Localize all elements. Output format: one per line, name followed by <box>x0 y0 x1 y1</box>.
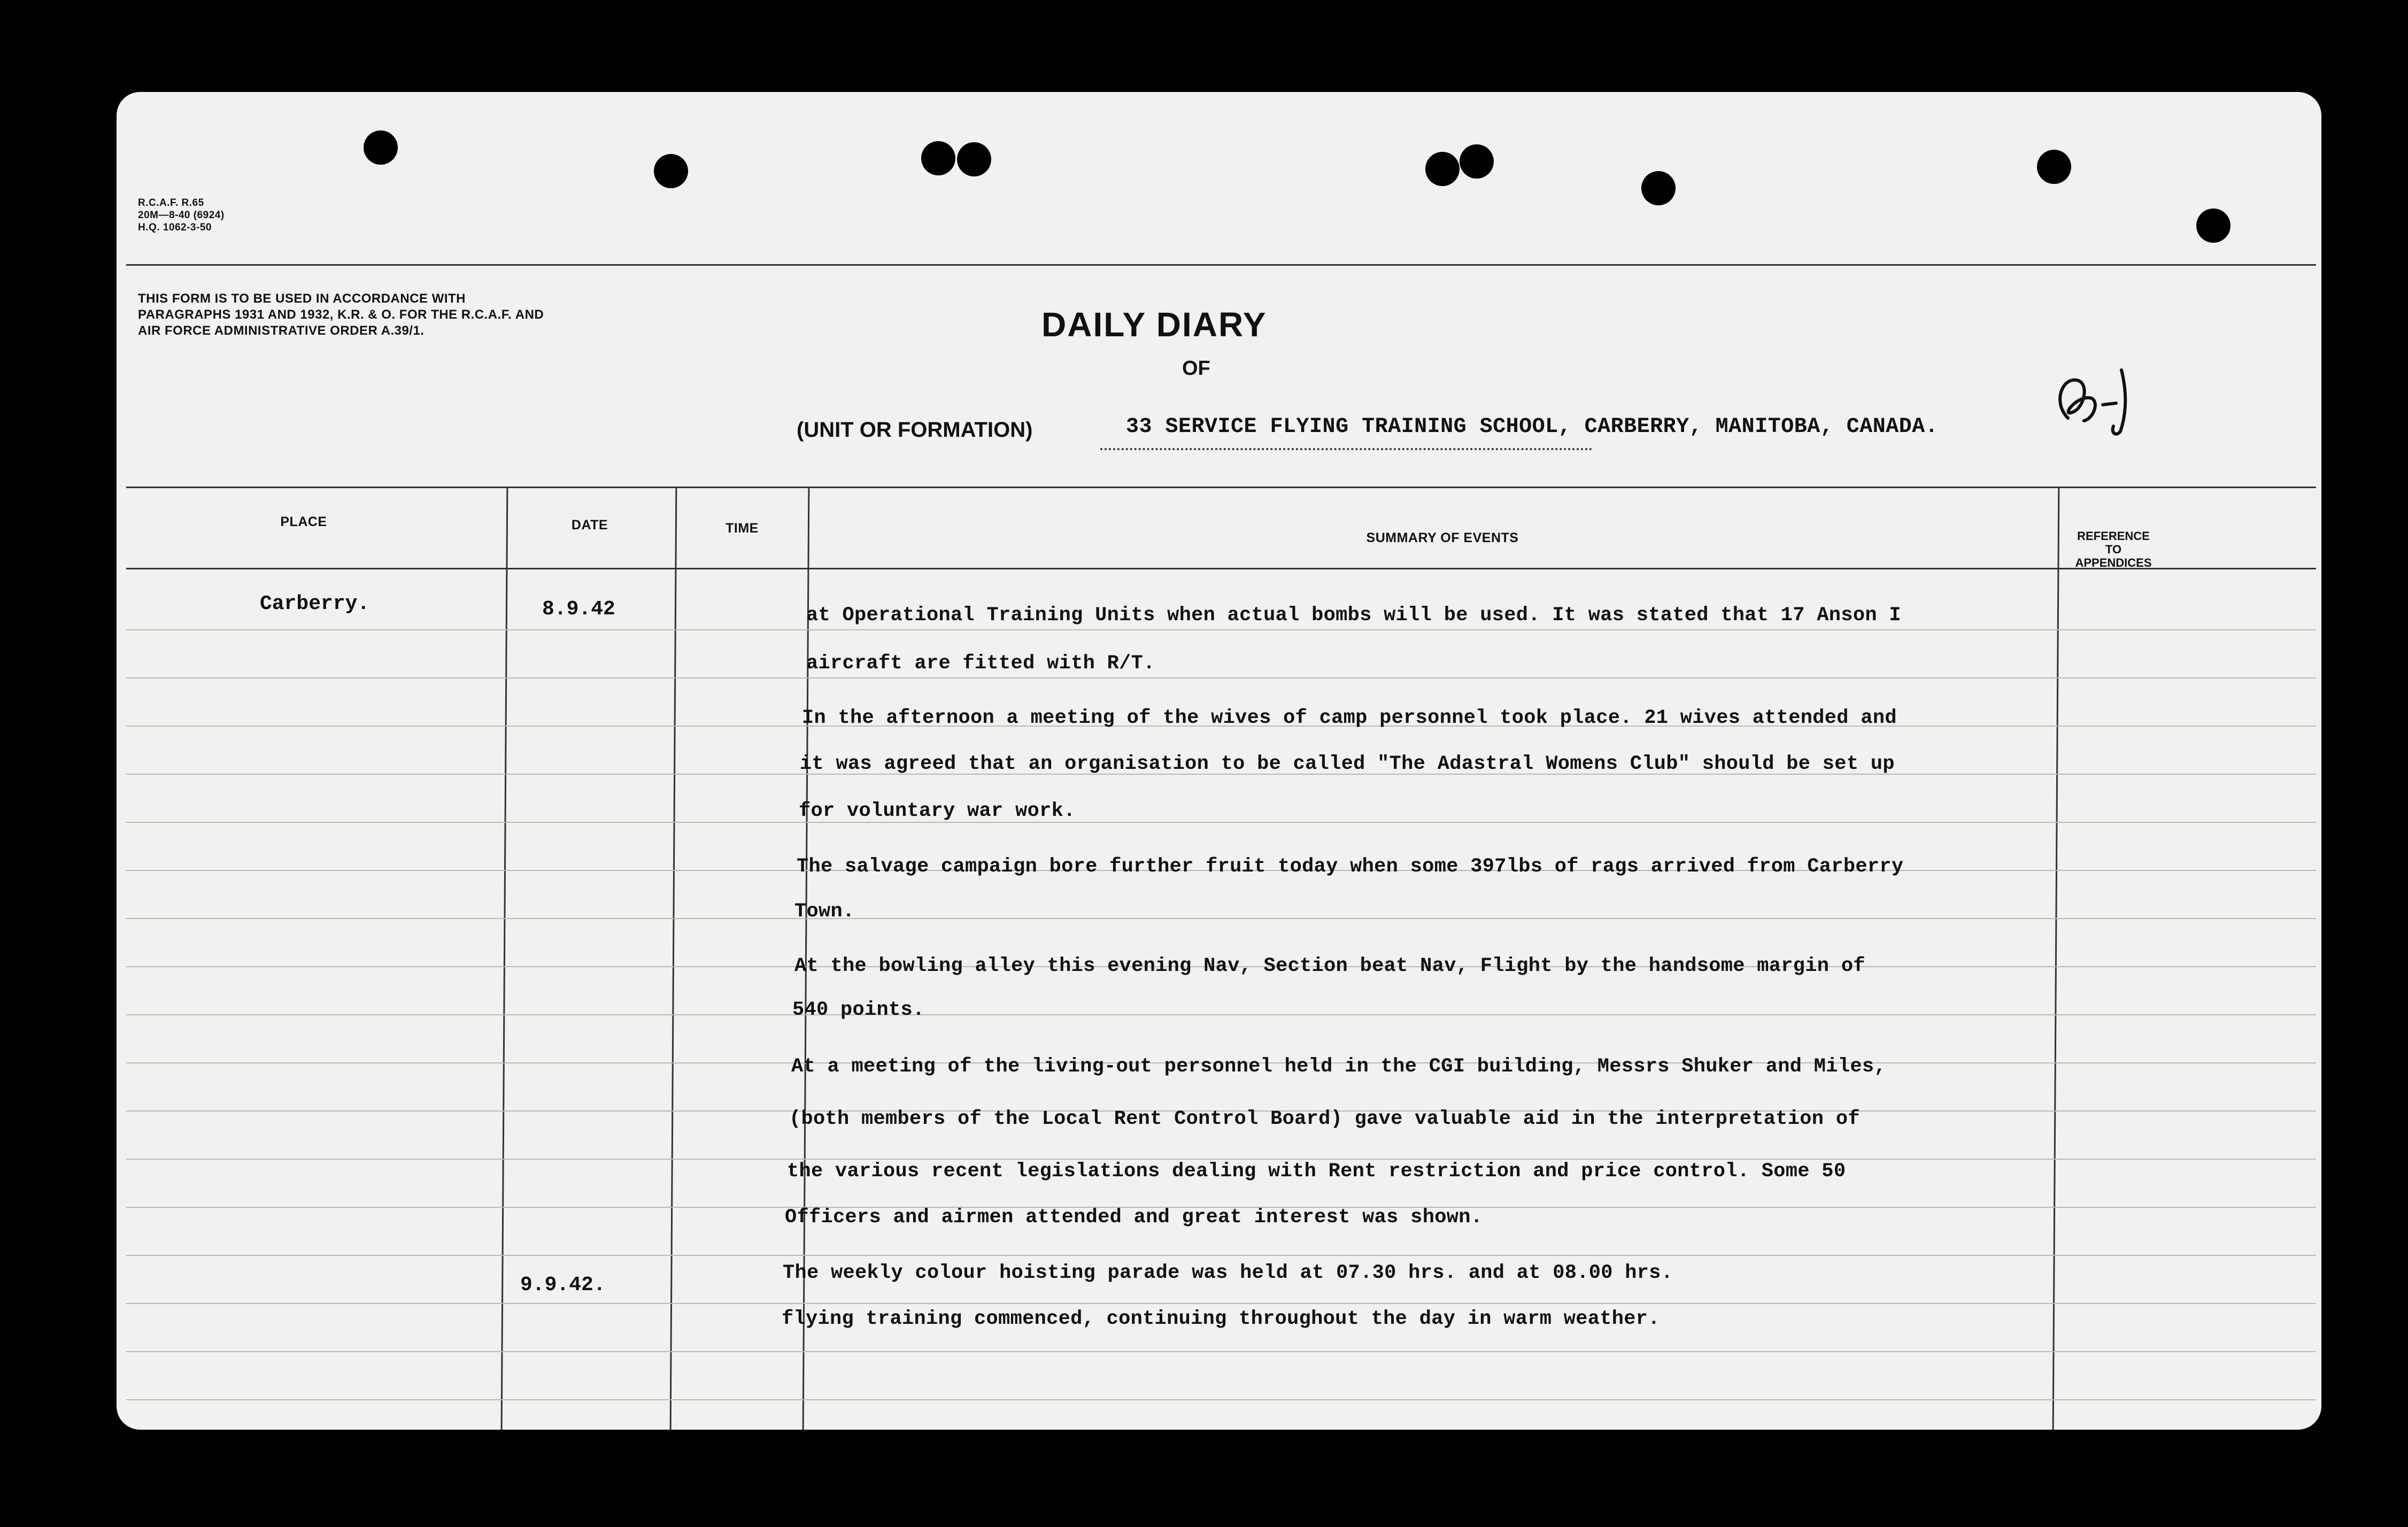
diary-card <box>117 92 2321 1430</box>
ruled-line <box>126 918 2316 919</box>
column-header-summary: SUMMARY OF EVENTS <box>1366 530 1519 545</box>
punch-hole <box>1425 152 1460 186</box>
column-divider <box>2052 487 2060 1430</box>
punch-hole <box>957 142 991 176</box>
reference-line: TO <box>2105 543 2122 556</box>
summary-line: 540 points. <box>792 999 925 1021</box>
summary-line: Town. <box>794 900 855 923</box>
entry-date: 9.9.42. <box>520 1274 606 1297</box>
form-code-line: R.C.A.F. R.65 <box>138 197 204 209</box>
unit-dotted-line <box>1100 448 1592 450</box>
punch-hole <box>1641 171 1676 205</box>
ruled-line <box>126 1399 2316 1400</box>
punch-hole <box>2037 150 2071 184</box>
form-code-line: H.Q. 1062-3-50 <box>138 222 212 233</box>
form-code <box>138 197 225 234</box>
ruled-line <box>126 677 2316 678</box>
reference-line: REFERENCE <box>2077 529 2150 543</box>
column-header-date: DATE <box>571 518 608 533</box>
summary-line: the various recent legislations dealing with Rent restriction and price control. Some 50 <box>787 1160 1846 1183</box>
summary-line: it was agreed that an organisation to be called "The Adastral Womens Club" should be set up <box>800 753 1895 775</box>
initials-signature <box>2047 359 2148 439</box>
table-head-rule <box>126 568 2316 569</box>
summary-line: At the bowling alley this evening Nav, Section beat Nav, Flight by the handsome margin of <box>794 955 1865 977</box>
column-header-time: TIME <box>726 521 759 536</box>
punch-hole <box>654 154 688 188</box>
column-divider <box>670 487 677 1430</box>
ruled-line <box>126 822 2316 823</box>
entry-place: Carberry. <box>260 592 370 615</box>
summary-line: The weekly colour hoisting parade was held at 07.30 hrs. and at 08.00 hrs. <box>783 1262 1673 1284</box>
column-header-place: PLACE <box>280 514 327 529</box>
title-of: OF <box>1182 357 1210 380</box>
table-top-rule <box>126 487 2316 488</box>
summary-line: At a meeting of the living-out personnel held in the CGI building, Messrs Shuker and Miles, <box>791 1055 1886 1078</box>
unit-value: 33 SERVICE FLYING TRAINING SCHOOL, CARBERRY, MANITOBA, CANADA. <box>1126 415 1939 439</box>
punch-hole <box>1460 144 1494 179</box>
punch-hole <box>921 141 955 175</box>
entry-date: 8.9.42 <box>542 598 615 621</box>
column-header-reference <box>2068 529 2159 569</box>
summary-line: flying training commenced, continuing throughout the day in warm weather. <box>782 1308 1660 1330</box>
ruled-line <box>126 1014 2316 1015</box>
column-divider <box>501 487 508 1430</box>
summary-line: The salvage campaign bore further fruit today when some 397lbs of rags arrived from Carberry <box>797 855 1904 878</box>
summary-line: aircraft are fitted with R/T. <box>806 652 1155 675</box>
summary-line: Officers and airmen attended and great interest was shown. <box>785 1206 1483 1229</box>
punch-hole <box>364 130 398 165</box>
summary-line: In the afternoon a meeting of the wives of camp personnel took place. 21 wives attended and <box>802 707 1897 729</box>
summary-line: at Operational Training Units when actual bombs will be used. It was stated that 17 Anson I <box>806 604 1901 627</box>
header-top-rule <box>126 264 2316 266</box>
ruled-line <box>126 1351 2316 1352</box>
punch-hole <box>2196 209 2231 243</box>
form-instructions: THIS FORM IS TO BE USED IN ACCORDANCE WITH PARAGRAPHS 1931 AND 1932, K.R. & O. FOR THE R.C.A.F. AND AIR FORCE ADMINISTRATIVE ORDER A.39/1. <box>138 291 544 338</box>
unit-label: (UNIT OR FORMATION) <box>797 418 1033 442</box>
page-title: DAILY DIARY <box>1041 305 1267 344</box>
summary-line: (both members of the Local Rent Control Board) gave valuable aid in the interpretation of <box>789 1108 1860 1130</box>
reference-line: APPENDICES <box>2075 556 2152 569</box>
summary-line: for voluntary war work. <box>799 800 1076 822</box>
form-code-line: 20M—8-40 (6924) <box>138 210 225 221</box>
